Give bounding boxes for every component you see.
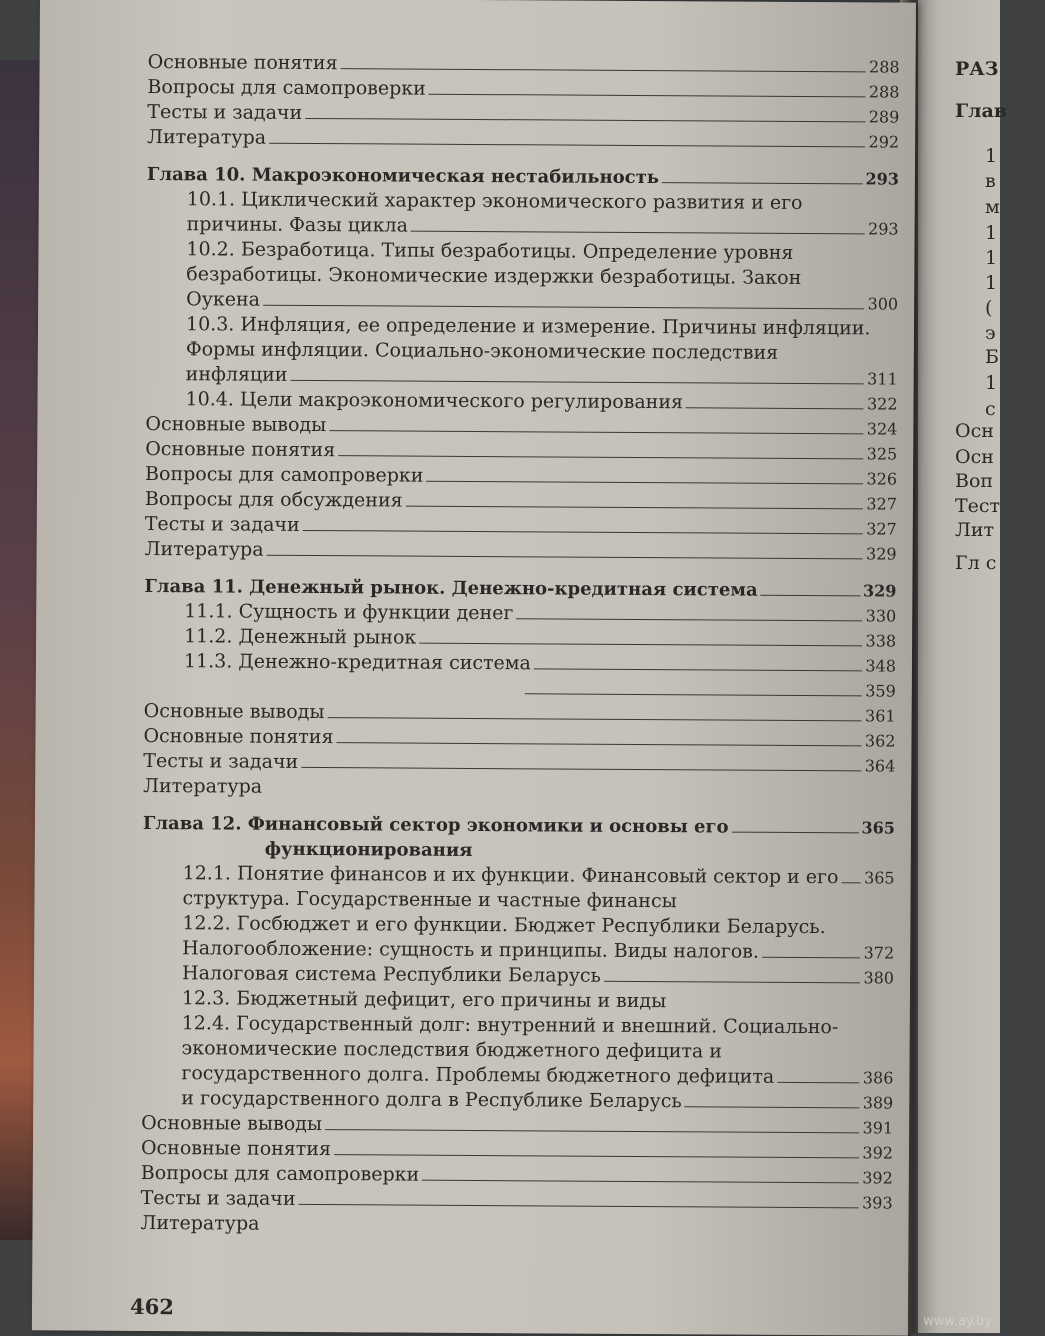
right-page-fragment: 1	[985, 272, 998, 294]
toc-entry-title: 12.1. Понятие финансов и их функции. Финансовый сектор и его	[182, 862, 839, 889]
toc-leader-line	[303, 530, 864, 534]
toc-page-number: 327	[866, 519, 897, 539]
toc-entry	[147, 125, 899, 155]
toc-page-number: 338	[865, 631, 897, 651]
toc-page-number: 326	[866, 469, 898, 489]
toc-entry-title: Литература	[147, 125, 267, 149]
toc-leader-line	[327, 717, 862, 721]
toc-leader-line	[269, 143, 865, 148]
right-page-fragment: э	[985, 322, 996, 344]
toc-entry-title: Вопросы для обсуждения	[144, 487, 403, 512]
toc-entry-title: Основные понятия	[145, 437, 336, 462]
toc-entry-title: Вопросы для самопроверки	[147, 75, 426, 100]
right-page-fragment: Гл с	[955, 552, 997, 574]
toc-entry-title: 10.1. Циклический характер экономического развития и его	[186, 188, 803, 214]
toc-leader-line	[305, 118, 866, 122]
toc-leader-line	[685, 1106, 860, 1108]
toc-entry-title: Основные выводы	[143, 699, 325, 724]
toc-leader-line	[422, 1180, 859, 1184]
toc-entry-title: Оукена	[186, 288, 261, 311]
toc-leader-line	[325, 1129, 860, 1133]
toc-entry-title: Основные выводы	[145, 412, 327, 437]
toc-page-number: 386	[862, 1068, 894, 1088]
toc-leader-line	[419, 643, 862, 647]
toc-entry-title: Формы инфляции. Социально-экономические последствия	[185, 338, 779, 364]
toc-leader-line	[534, 668, 862, 671]
toc-leader-line	[299, 1204, 860, 1208]
toc-page-number: 324	[866, 419, 898, 439]
toc-page-number: 329	[866, 544, 897, 564]
right-page-fragment: Осн	[955, 446, 994, 468]
toc-page-number: 288	[868, 82, 900, 102]
toc-entry-title: 10.2. Безработица. Типы безработицы. Определение уровня	[186, 238, 794, 264]
toc-entry-title: Тесты и задачи	[140, 1186, 296, 1210]
toc-page-number: 359	[865, 681, 896, 701]
toc-page-number: 380	[863, 968, 895, 988]
right-page-fragment: с	[985, 398, 996, 420]
toc-page-number: 327	[866, 494, 897, 514]
page-number: 462	[129, 1293, 174, 1320]
right-page-fragment: РАЗ	[955, 58, 999, 80]
toc-entry-title	[184, 692, 522, 694]
toc-page-number: 393	[862, 1193, 893, 1213]
toc-leader-line	[686, 407, 864, 409]
toc-entry-title: 11.1. Сущность и функции денег	[184, 600, 514, 625]
toc-leader-line	[762, 957, 861, 959]
right-page-fragment: в	[985, 170, 996, 192]
toc-leader-line	[334, 1154, 859, 1158]
toc-page-number: 392	[862, 1168, 893, 1188]
right-page-fragment: м	[985, 196, 1000, 218]
toc-entry-title: 12.4. Государственный долг: внутренний и внешний. Социально-	[181, 1012, 839, 1039]
toc-entry-title: Налоговая система Республики Беларусь	[181, 962, 601, 987]
right-page-fragment: Лит	[955, 519, 995, 541]
toc-page-number: 364	[864, 756, 896, 776]
toc-leader-line	[662, 182, 862, 184]
toc-entry-title: 10.4. Цели макроэкономического регулирования	[185, 388, 684, 414]
right-page-fragment: Осн	[955, 420, 994, 442]
toc-entry-title: Налогообложение: сущность и принципы. Виды налогов.	[182, 937, 760, 963]
right-page-fragment: 1	[985, 222, 998, 244]
toc-entry-title: Тесты и задачи	[144, 512, 300, 536]
toc-page-number: 365	[864, 868, 895, 888]
toc-page-number: 392	[862, 1143, 894, 1163]
toc-leader-line	[290, 380, 864, 385]
toc-page-number: 293	[865, 169, 899, 189]
toc-chapter	[143, 811, 895, 841]
toc-entry-title: Глава 10. Макроэкономическая нестабильность	[146, 163, 660, 189]
toc-entry-title: инфляции	[185, 363, 288, 386]
toc-page-number: 292	[868, 132, 900, 152]
toc-entry-title: Основные выводы	[141, 1111, 323, 1136]
toc-page-number: 361	[865, 706, 896, 726]
toc-entry-title: Глава 12. Финансовый сектор экономики и основы его	[142, 812, 729, 838]
toc-leader-line	[732, 832, 859, 834]
toc-page-number: 348	[865, 656, 896, 676]
toc-page-number: 293	[868, 219, 899, 239]
toc-leader-line	[426, 481, 863, 485]
toc-entry-title: Основные понятия	[143, 724, 334, 749]
toc-entry-title: структура. Государственные и частные финансы	[182, 887, 677, 913]
right-page-fragment: 1	[985, 372, 998, 394]
toc-page-number: 391	[862, 1118, 894, 1138]
toc-entry-title: причины. Фазы цикла	[186, 213, 409, 237]
toc-entry-title: и государственного долга в Республике Беларусь	[181, 1087, 682, 1113]
toc-leader-line	[841, 882, 861, 883]
toc-page-number: 325	[866, 444, 898, 464]
right-page-fragment: (	[985, 297, 993, 319]
toc-page-number: 362	[864, 731, 896, 751]
toc-leader-line	[604, 981, 861, 984]
toc-leader-line	[411, 231, 865, 235]
toc-page-number: 329	[862, 581, 897, 601]
toc-entry-title: Литература	[140, 1211, 260, 1235]
toc-entry	[140, 1211, 892, 1241]
right-page-fragment: Б	[985, 346, 999, 368]
toc-entry-title: экономические последствия бюджетного дефицита и	[181, 1037, 723, 1063]
table-of-contents	[140, 50, 899, 1241]
toc-page-number: 330	[865, 606, 897, 626]
toc-entry-title: Основные понятия	[147, 50, 338, 75]
toc-entry-title: безработицы. Экономические издержки безработицы. Закон	[186, 263, 802, 289]
toc-leader-line	[406, 506, 864, 510]
right-page-fragment: Глав	[955, 100, 1008, 122]
toc-entry-title: Вопросы для самопроверки	[145, 462, 424, 487]
right-page-fragment: Тест	[955, 495, 1001, 517]
toc-entry	[145, 537, 897, 567]
watermark: www.ay.by	[923, 1314, 992, 1329]
toc-leader-line	[777, 1082, 860, 1084]
left-page	[32, 0, 916, 1336]
toc-entry-title: Литература	[144, 537, 264, 561]
toc-leader-line	[341, 68, 866, 72]
toc-entry-title: Литература	[143, 774, 263, 798]
toc-page-number: 389	[862, 1093, 894, 1113]
toc-page-number: 289	[868, 107, 900, 127]
toc-leader-line	[329, 430, 864, 434]
toc-entry-title: Вопросы для самопроверки	[140, 1161, 420, 1186]
toc-leader-line	[301, 767, 862, 771]
toc-entry-title: Глава 11. Денежный рынок. Денежно-кредитная система	[144, 575, 758, 601]
toc-entry	[143, 774, 895, 804]
toc-entry-title: 10.3. Инфляция, ее определение и измерение. Причины инфляции.	[185, 313, 871, 340]
toc-page-number: 365	[861, 818, 896, 838]
right-page-fragment: 1	[985, 247, 998, 269]
toc-leader-line	[267, 555, 863, 560]
toc-entry-title: Основные понятия	[140, 1136, 332, 1161]
toc-leader-line	[263, 305, 865, 310]
toc-page-number: 372	[863, 943, 895, 963]
toc-page-number: 311	[867, 369, 898, 389]
right-page-fragment: Воп	[955, 470, 994, 492]
toc-page-number: 300	[867, 294, 899, 314]
toc-entry-title: государственного долга. Проблемы бюджетного дефицита	[181, 1062, 775, 1088]
toc-entry	[144, 649, 896, 679]
toc-page-number: 288	[868, 57, 900, 77]
toc-leader-line	[516, 618, 862, 621]
toc-entry-title: 11.3. Денежно-кредитная система	[183, 650, 531, 675]
toc-entry-title: 12.3. Бюджетный дефицит, его причины и виды	[181, 987, 667, 1013]
toc-leader-line	[336, 742, 861, 746]
toc-leader-line	[761, 595, 860, 597]
toc-entry-title: 11.2. Денежный рынок	[184, 625, 417, 649]
toc-entry-title: Тесты и задачи	[147, 100, 303, 124]
right-page-fragment: 1	[985, 145, 998, 167]
toc-leader-line	[338, 455, 863, 459]
toc-leader-line	[524, 693, 862, 696]
toc-entry-title: функционирования	[264, 838, 473, 861]
toc-page-number: 322	[866, 394, 898, 414]
toc-entry-title: 12.2. Госбюджет и его функции. Бюджет Республики Беларусь.	[182, 912, 826, 939]
toc-leader-line	[429, 94, 866, 98]
toc-entry-title: Тесты и задачи	[143, 749, 299, 773]
